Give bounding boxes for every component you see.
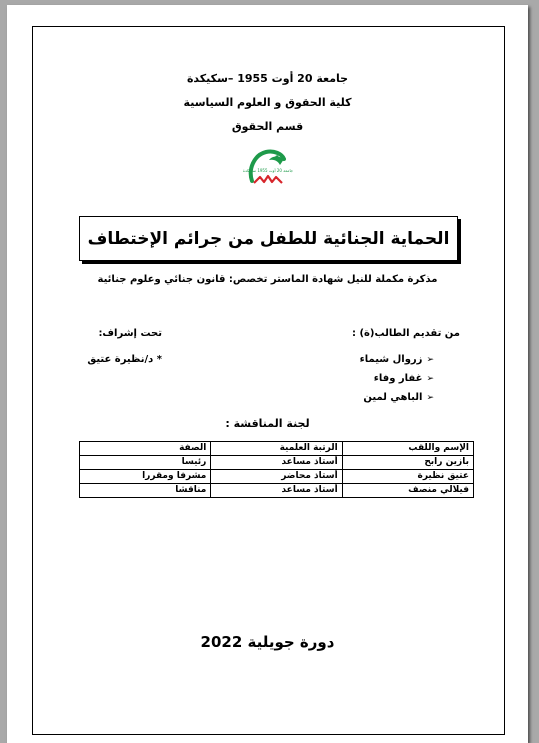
university-name: جامعة 20 أوت 1955 –سكيكدة: [186, 72, 349, 85]
thesis-title: الحماية الجنائية للطفل من جرائم الإختطاف: [79, 216, 458, 261]
table-cell: مشرفا ومقررا: [80, 470, 211, 484]
student-item: [360, 354, 434, 365]
table-cell: فيلالي منصف: [342, 484, 473, 498]
department-name: قسم الحقوق: [231, 120, 304, 133]
table-row: [80, 456, 474, 470]
thesis-subtitle: مذكرة مكملة للنيل شهادة الماستر تخصص: قانون جنائي وعلوم جنائية: [97, 274, 438, 285]
student-name: زروال شيماء: [359, 354, 423, 365]
table-header-cell: الصفة: [80, 442, 211, 456]
arrow-bullet-icon: ➢: [426, 392, 434, 403]
student-item: [374, 373, 434, 384]
document-page: [7, 5, 528, 743]
table-header-cell: الإسم واللقب: [342, 442, 473, 456]
students-label: من تقديم الطالب(ة) :: [351, 328, 460, 339]
faculty-name: كلية الحقوق و العلوم السياسية: [183, 96, 352, 109]
supervisor-label: تحت إشراف:: [98, 328, 162, 339]
session-date: دورة جويلية 2022: [200, 633, 335, 651]
table-cell: أستاذ محاضر: [211, 470, 342, 484]
table-row: [80, 484, 474, 498]
arrow-bullet-icon: ➢: [426, 354, 434, 365]
table-cell: عتيق نظيرة: [342, 470, 473, 484]
committee-table: [79, 441, 474, 498]
table-cell: بازين رابح: [342, 456, 473, 470]
logo-text: جامعة 20 أوت 1955 سكيكدة: [242, 168, 294, 173]
student-item: [363, 392, 434, 403]
student-name: غفار وفاء: [373, 373, 423, 384]
committee-title: لجنة المناقشة :: [225, 417, 310, 430]
table-cell: أستاذ مساعد: [211, 484, 342, 498]
table-header-row: [80, 442, 474, 456]
table-header-cell: الرتبة العلمية: [211, 442, 342, 456]
table-cell: أستاذ مساعد: [211, 456, 342, 470]
arrow-bullet-icon: ➢: [426, 373, 434, 384]
table-row: [80, 470, 474, 484]
table-cell: رئيسا: [80, 456, 211, 470]
table-cell: مناقشا: [80, 484, 211, 498]
supervisor-name: * د/نظيرة عتيق: [87, 354, 162, 365]
university-logo: [242, 145, 294, 191]
student-name: الباهي لمين: [363, 392, 423, 403]
